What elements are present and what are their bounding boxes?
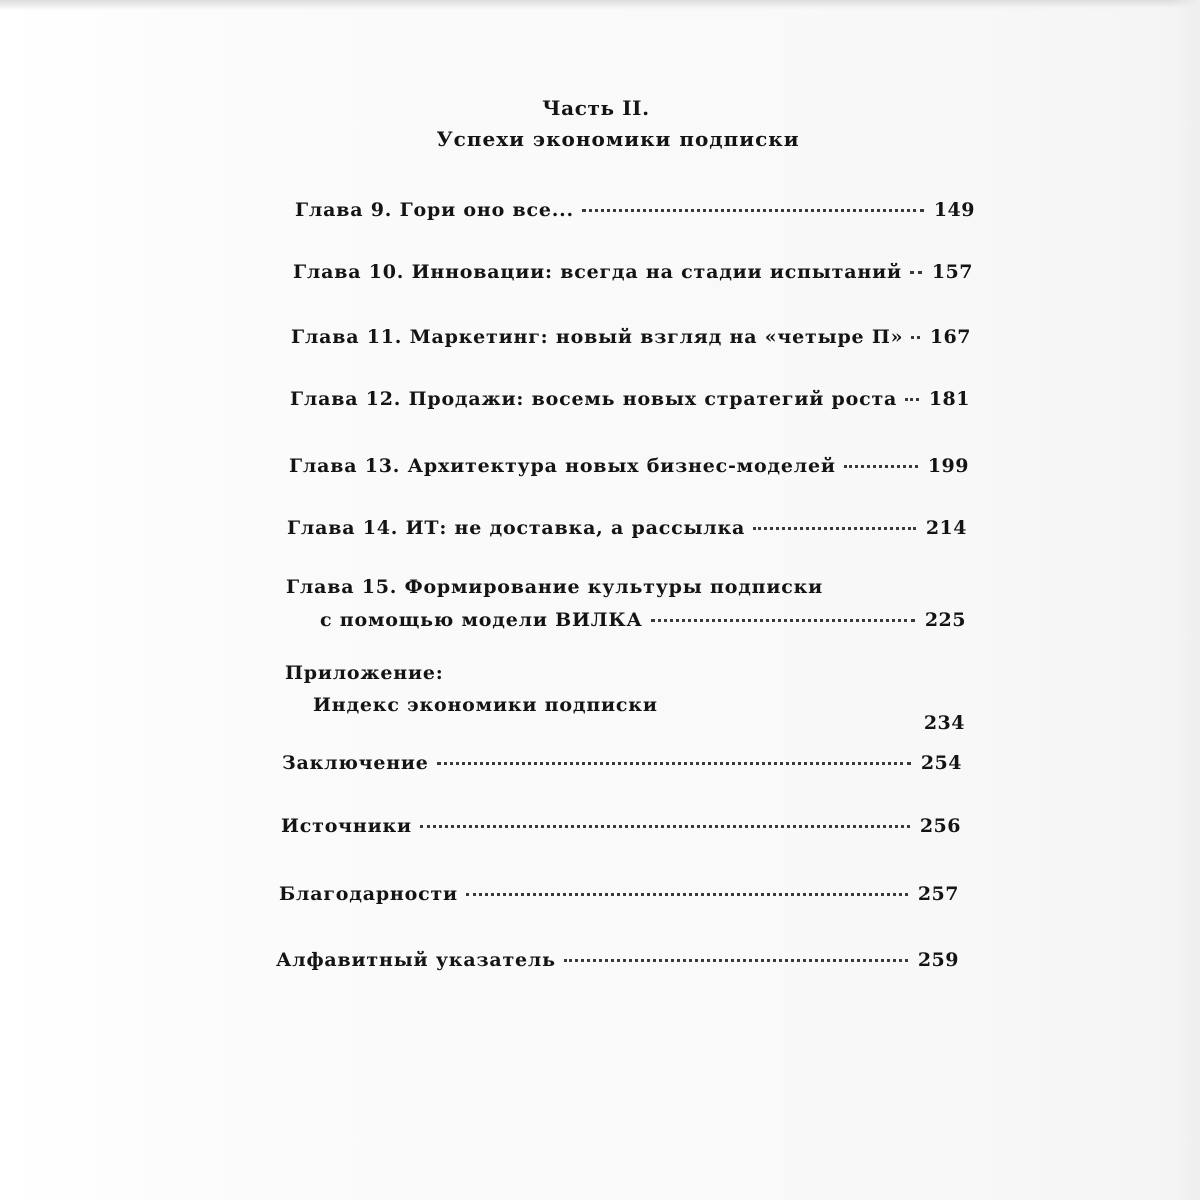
page-right-shadow — [1170, 0, 1200, 1200]
toc-entry-page: 181 — [928, 388, 970, 410]
toc-entry-title-line2: с помощью модели ВИЛКА — [320, 609, 643, 631]
toc-entry-acknowledgements — [279, 882, 959, 906]
part-label: Часть II. — [542, 96, 650, 120]
toc-entry-page: 254 — [920, 752, 962, 774]
toc-leader-dots — [905, 398, 919, 401]
toc-entry-chapter-15 — [286, 575, 966, 632]
part-title: Успехи экономики подписки — [436, 127, 800, 151]
toc-entry-page: 157 — [931, 261, 973, 283]
toc-entry-title: Заключение — [282, 752, 429, 774]
toc-entry-sources — [281, 814, 961, 838]
toc-entry-title: Алфавитный указатель — [276, 949, 556, 971]
toc-entry-title: Глава 11. Маркетинг: новый взгляд на «четыре П» — [291, 326, 904, 348]
toc-entry-title: Глава 9. Гори оно все... — [295, 199, 574, 221]
toc-entry-conclusion — [282, 751, 962, 775]
toc-entry-page: 259 — [917, 949, 959, 971]
toc-entry-page: 149 — [933, 199, 975, 221]
toc-entry-last-line — [286, 608, 966, 632]
toc-entry-chapter-10 — [293, 260, 973, 284]
toc-entry-chapter-13 — [289, 454, 969, 478]
toc-entry-title: Глава 13. Архитектура новых бизнес-моделей — [289, 455, 836, 477]
toc-leader-dots — [651, 619, 915, 622]
toc-leader-dots — [753, 527, 916, 530]
toc-entry-last-line — [285, 693, 965, 734]
toc-entry-title: Глава 14. ИТ: не доставка, а рассылка — [287, 517, 746, 539]
toc-entry-title: Источники — [281, 815, 412, 837]
toc-entry-page: 257 — [917, 883, 959, 905]
toc-leader-dots — [910, 271, 922, 274]
toc-entry-title: Глава 12. Продажи: восемь новых стратегий роста — [290, 388, 898, 410]
toc-leader-dots — [437, 762, 911, 765]
toc-entry-page: 167 — [929, 326, 971, 348]
toc-entry-appendix — [285, 661, 965, 734]
toc-entry-page: 199 — [927, 455, 969, 477]
toc-entry-title-line1: Глава 15. Формирование культуры подписки — [286, 576, 824, 598]
page-top-edge — [0, 0, 1200, 10]
toc-leader-dots — [844, 465, 918, 468]
toc-entry-title: Благодарности — [279, 883, 458, 905]
toc-entry-title-line1: Приложение: — [285, 662, 444, 684]
toc-leader-dots — [582, 209, 924, 212]
toc-entry-page: 214 — [925, 517, 967, 539]
toc-leader-dots — [911, 336, 920, 339]
toc-entry-chapter-14 — [287, 516, 967, 540]
toc-leader-dots — [420, 825, 910, 828]
toc-entry-page: 225 — [924, 609, 966, 631]
toc-entry-chapter-9 — [295, 198, 975, 222]
toc-entry-title: Глава 10. Инновации: всегда на стадии испытаний — [293, 261, 902, 283]
toc-entry-title-line2: Индекс экономики подписки — [313, 694, 658, 716]
toc-leader-dots — [564, 959, 908, 962]
toc-entry-chapter-11 — [291, 325, 971, 349]
toc-leader-dots — [466, 893, 908, 896]
toc-entry-page: 256 — [919, 815, 961, 837]
toc-entry-chapter-12 — [290, 387, 970, 411]
toc-entry-page: 234 — [923, 712, 965, 734]
toc-entry-index — [276, 948, 959, 972]
